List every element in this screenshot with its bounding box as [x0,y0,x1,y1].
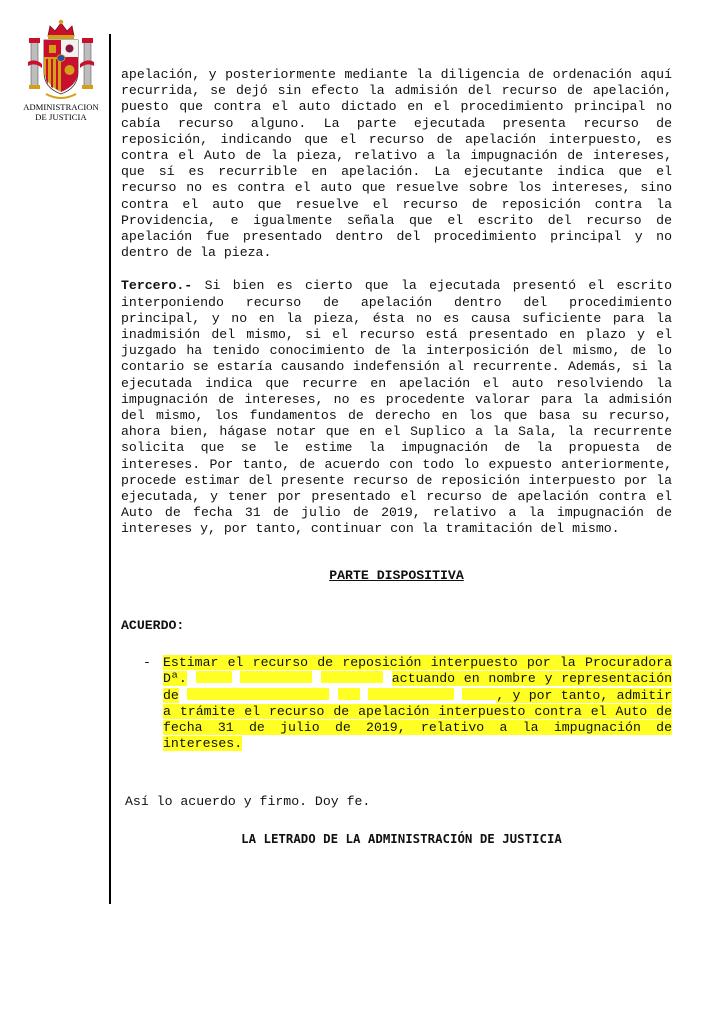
resolution-text-part1: Estimar el recurso de reposición interpuesto por la Procuradora Dª. [163,655,672,687]
coat-of-arms-icon [26,18,96,102]
redacted-party-1 [187,688,329,700]
redacted-name-2 [240,671,312,683]
redacted-party-3 [368,688,454,700]
margin-rule [109,34,111,904]
paragraph-tercero-text: Si bien es cierto que la ejecutada presentó el escrito interponiendo recurso de apelación dentro del procedimiento principal, y no en la pieza, ésta no es causa suficiente para la inadmisión del mismo, si el recurso está presentado en plazo y el juzgado ha tenido conocimiento de la interposición del mismo, de lo contario se estaría causando indefensión al recurrente. Además, si la ejecutada indica que recurre en apelación el auto resolviendo la impugnación de intereses, no es procedente valorar para la admisión del mismo, los fundamentos de derecho en los que basa su recurso, ahora bien, hágase notar que en el Suplico a la Sala, la recurrente solicita que se le estime la impugnación de la propuesta de intereses. Por tanto, de acuerdo con todo lo expuesto anteriormente, procede estimar del presente recurso de reposición interpuesto por la ejecutada, y tener por presentado el recurso de apelación contra el Auto de fecha 31 de julio de 2019, relativo a la impugnación de intereses y, por tanto, continuar con la tramitación del mismo. [121,278,672,537]
resolution-text [163,655,672,752]
paragraph-intro: apelación, y posteriormente mediante la diligencia de ordenación aquí recurrida, se dejó sin efecto la admisión del recurso de apelación, puesto que contra el auto dictado en el procedimiento principal no cabía recurso alguno. La parte ejecutada presenta recurso de reposición, indicando que el recurso de apelación interpuesto, es contra el Auto de la pieza, relativo a la impugnación de intereses, que sí es recurrible en apelación. La ejecutante indica que el recurso no es contra el auto que resuelve sobre los intereses, sino contra el auto que resuelve el recurso de reposición contra la Providencia, e igualmente señala que el escrito del recurso de apelación fue presentado dentro del procedimiento principal y no dentro de la pieza. [121,67,672,261]
resolution-text-part2: actuando en nombre y representación de [163,671,673,703]
acuerdo-label: ACUERDO: [121,617,185,633]
resolution-text-part3: , y por tanto, admitir a trámite el recurso de apelación interpuesto contra el Auto de fecha 31 de julio de 2019, relativo a la impugnación de intereses. [163,687,672,752]
redacted-party-2 [338,688,360,700]
signer-title: LA LETRADO DE LA ADMINISTRACIÓN DE JUSTICIA [241,830,562,846]
coat-of-arms-logo [18,18,104,122]
document-body [121,67,672,847]
logo-caption-line2: DE JUSTICIA [35,112,87,122]
closing-line: Así lo acuerdo y firmo. Doy fe. [125,794,371,810]
section-title: PARTE DISPOSITIVA [329,567,464,583]
redacted-name-3 [321,671,383,683]
logo-caption-line1: ADMINISTRACION [23,102,99,112]
redacted-party-4 [462,688,496,700]
paragraph-tercero [121,278,672,537]
resolution-item [121,655,672,752]
bullet-dash: - [143,655,151,671]
paragraph-heading: Tercero.- [121,278,193,294]
redacted-name-1 [196,671,232,683]
